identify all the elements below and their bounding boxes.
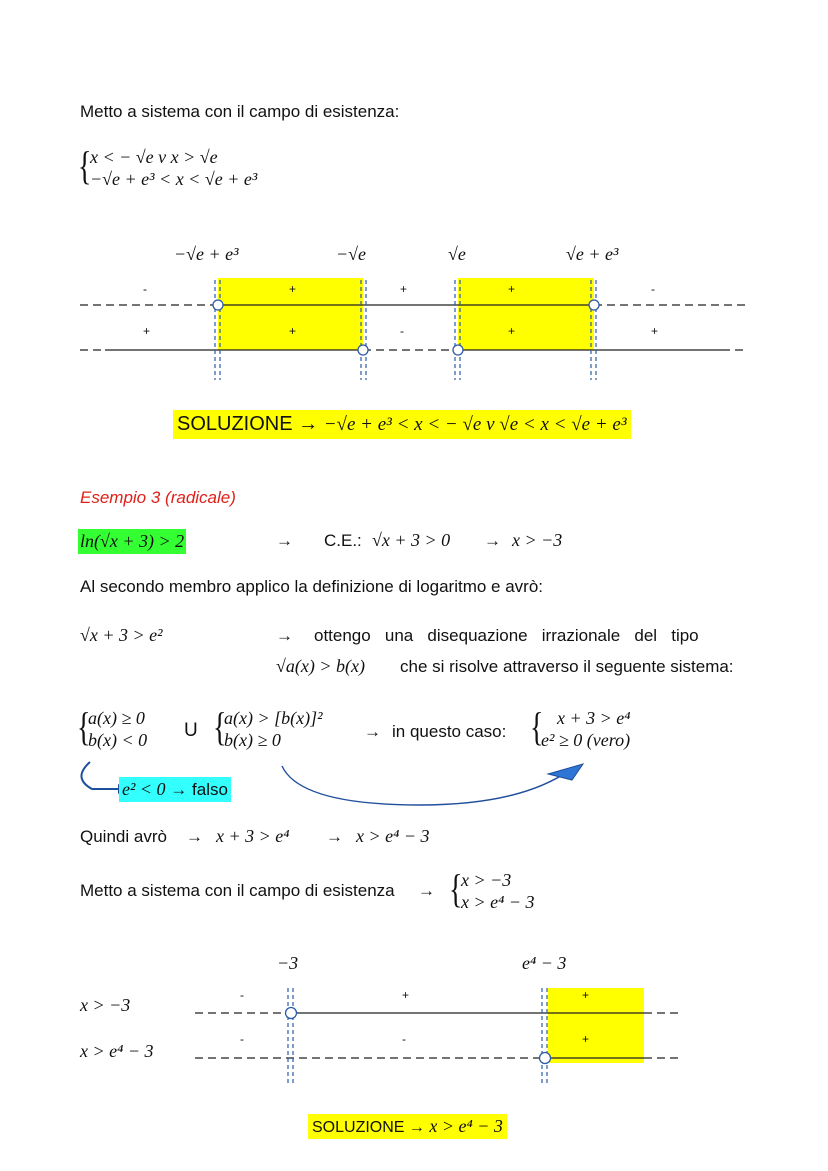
- chart1-r2-sign-2: +: [289, 324, 297, 338]
- right-arrow-head-icon: [548, 764, 583, 780]
- chart2-r2-sign-3: +: [582, 1032, 590, 1046]
- chart1-point-2: [358, 345, 368, 355]
- system-c: [541, 707, 631, 751]
- step-expression-2: √a(x) > b(x): [276, 656, 365, 676]
- chart2-r2-sign-2: -: [402, 1032, 406, 1046]
- step-arrow-icon: →: [276, 626, 293, 645]
- ce-label: C.E.:: [324, 531, 362, 550]
- system-b-line-2: b(x) ≥ 0: [224, 730, 281, 750]
- chart1-point-1: [213, 300, 223, 310]
- ce-arrow-icon: →: [276, 531, 293, 550]
- system-line-1: x < − √e v x > √e: [90, 147, 218, 167]
- system-d: [461, 869, 535, 913]
- ce-arrow2-icon: →: [484, 531, 501, 550]
- chart1-r1-sign-5: -: [651, 282, 655, 296]
- chart1-r2-sign-1: +: [143, 324, 151, 338]
- intro-text: Metto a sistema con il campo di esistenza:: [80, 102, 400, 121]
- solution2-arrow-icon: →: [408, 1119, 425, 1136]
- chart2-r1-sign-3: +: [582, 988, 590, 1002]
- system-d-line-1: x > −3: [461, 870, 512, 890]
- system-b-line-1: a(x) > [b(x)]²: [224, 708, 323, 728]
- system-a: [88, 707, 147, 751]
- system-a-line-2: b(x) < 0: [88, 730, 148, 750]
- chart2-highlight: [548, 988, 644, 1063]
- chart2-point-1: [286, 1008, 297, 1019]
- step-text-2: che si risolve attraverso il seguente sistema:: [400, 657, 734, 676]
- example3-title: Esempio 3 (radicale): [80, 488, 236, 507]
- example3-inequality: ln(√x + 3) > 2: [78, 529, 186, 554]
- chart1-highlight-right: [458, 278, 594, 350]
- definition-text: Al secondo membro applico la definizione di logaritmo e avrò:: [80, 577, 544, 596]
- chart2-r2-sign-1: -: [240, 1032, 244, 1046]
- false-arrow-icon: →: [170, 780, 188, 799]
- ce-result: x > −3: [512, 530, 563, 550]
- false-expression: e² < 0: [122, 779, 166, 799]
- quindi-arrow-icon: →: [186, 827, 203, 846]
- chart1-point-4: [589, 300, 599, 310]
- metto-arrow-icon: →: [418, 881, 435, 900]
- chart2-label-2: e⁴ − 3: [522, 953, 567, 973]
- chart1-label-1: −√e + e³: [174, 244, 239, 264]
- ce-expression: √x + 3 > 0: [372, 530, 451, 550]
- system-a-brace: {: [77, 704, 91, 749]
- chart1-r2-sign-3: -: [400, 324, 404, 338]
- system-c-line-1: x + 3 > e⁴: [557, 708, 631, 728]
- step-expression: √x + 3 > e²: [80, 625, 163, 645]
- solution-1: [173, 410, 631, 439]
- chart1-label-2: −√e: [336, 244, 367, 264]
- chart2-row-label-1: x > −3: [80, 995, 131, 1015]
- chart2-row-label-2: x > e⁴ − 3: [80, 1041, 154, 1061]
- chart1-r1-sign-2: +: [289, 282, 297, 296]
- solution2-label: SOLUZIONE: [312, 1119, 405, 1136]
- solution1-label: SOLUZIONE: [177, 413, 293, 435]
- chart1-r1-sign-4: +: [508, 282, 516, 296]
- solution1-arrow-icon: →: [298, 413, 319, 435]
- quindi-expression-1: x + 3 > e⁴: [216, 826, 290, 846]
- system-a-line-1: a(x) ≥ 0: [88, 708, 145, 728]
- solution2-expr: x > e⁴ − 3: [429, 1116, 503, 1136]
- right-curved-arrow: [282, 766, 570, 805]
- system-b-brace: {: [213, 704, 227, 749]
- system-d-brace: {: [449, 866, 463, 911]
- system-d-line-2: x > e⁴ − 3: [461, 892, 535, 912]
- quindi-arrow2-icon: →: [326, 827, 343, 846]
- chart1-r2-sign-5: +: [651, 324, 659, 338]
- chart1-r2-sign-4: +: [508, 324, 516, 338]
- quindi-expression-2: x > e⁴ − 3: [356, 826, 430, 846]
- chart2-r1-sign-1: -: [240, 988, 244, 1002]
- system-c-line-2: e² ≥ 0 (vero): [541, 730, 631, 750]
- left-curved-arrow: [81, 762, 118, 789]
- step-text-1: ottengo una disequazione irrazionale del tipo: [314, 626, 699, 645]
- system-b: [224, 707, 323, 751]
- chart1-label-3: √e: [448, 244, 466, 264]
- in-this-case-text: in questo caso:: [392, 722, 507, 741]
- chart2-r1-sign-2: +: [402, 988, 410, 1002]
- solution-2: [308, 1114, 507, 1139]
- solution1-expr: −√e + e³ < x < − √e v √e < x < √e + e³: [323, 414, 627, 435]
- false-text: falso: [192, 780, 228, 799]
- system-brace: {: [78, 143, 92, 188]
- case-arrow-icon: →: [364, 722, 381, 741]
- union-symbol: U: [184, 720, 198, 741]
- chart1-point-3: [453, 345, 463, 355]
- chart1-r1-sign-3: +: [400, 282, 408, 296]
- chart1-label-4: √e + e³: [566, 244, 619, 264]
- chart2-point-2: [540, 1053, 551, 1064]
- chart2-label-1: −3: [277, 953, 299, 973]
- quindi-text: Quindi avrò: [80, 827, 167, 846]
- chart1-r1-sign-1: -: [143, 282, 147, 296]
- system-line-2: −√e + e³ < x < √e + e³: [90, 169, 258, 189]
- metto-text: Metto a sistema con il campo di esistenza: [80, 881, 395, 900]
- system-c-brace: {: [530, 704, 544, 749]
- false-box: [119, 777, 231, 802]
